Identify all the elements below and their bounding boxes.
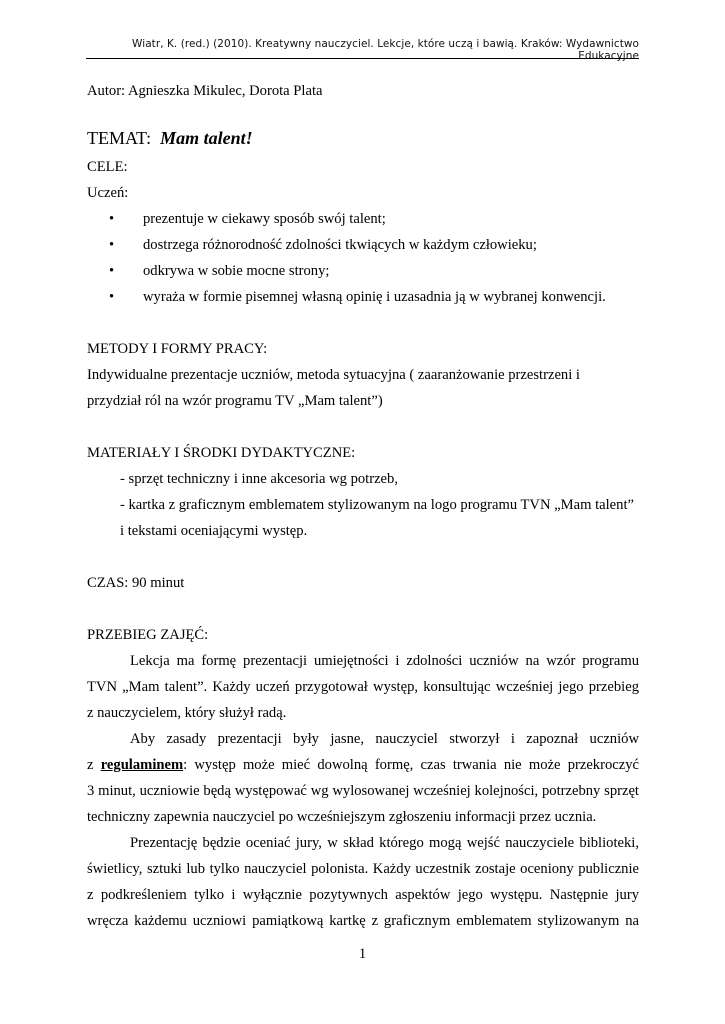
- paragraph-line: 3 minut, uczniowie będą występować wg wylosowanej wcześniej kolejności, potrzebny sprzęt: [87, 783, 639, 799]
- bullet-icon: •: [109, 289, 115, 305]
- paragraph-line: z podkreśleniem tylko i wyłącznie pozytywnych aspektów jego występu. Następnie jury: [87, 887, 639, 903]
- document-body: [87, 78, 639, 934]
- paragraph-line: z nauczycielem, który służył radą.: [87, 705, 287, 721]
- topic-label: TEMAT:: [87, 128, 152, 148]
- goal-item: • prezentuje w ciekawy sposób swój talent;: [105, 206, 639, 232]
- materials-item: - sprzęt techniczny i inne akcesoria wg potrzeb,: [120, 471, 398, 487]
- goal-item: • dostrzega różnorodność zdolności tkwiących w każdym człowieku;: [105, 232, 639, 258]
- goals-heading: CELE:: [87, 159, 128, 175]
- time-line: CZAS: 90 minut: [87, 575, 185, 591]
- paragraph-line: Prezentację będzie oceniać jury, w skład którego mogą wejść nauczyciele biblioteki,: [130, 835, 639, 851]
- methods-text-line: Indywidualne prezentacje uczniów, metoda sytuacyjna ( zaaranżowanie przestrzeni i: [87, 367, 580, 383]
- goals-list: [87, 206, 639, 310]
- methods-text-line: przydział ról na wzór programu TV „Mam talent”): [87, 393, 383, 409]
- bullet-icon: •: [109, 211, 115, 227]
- methods-heading: METODY I FORMY PRACY:: [87, 341, 268, 357]
- course-paragraph-2: [87, 726, 639, 830]
- paragraph-line: Lekcja ma formę prezentacji umiejętności i zdolności uczniów na wzór programu: [130, 653, 639, 669]
- course-paragraph-1: [87, 648, 639, 726]
- bullet-icon: •: [109, 237, 115, 253]
- goal-item: • odkrywa w sobie mocne strony;: [105, 258, 639, 284]
- rules-keyword: regulaminem: [100, 757, 184, 773]
- paragraph-line: techniczny zapewnia nauczyciel po wcześniejszym zgłoszeniu informacji przez ucznia.: [87, 809, 597, 825]
- page-number: 1: [358, 946, 367, 962]
- materials-heading: MATERIAŁY I ŚRODKI DYDAKTYCZNE:: [87, 445, 356, 461]
- running-header-citation: Wiatr, K. (red.) (2010). Kreatywny nauczyciel. Lekcje, które uczą i bawią. Kraków: Wydawnictwo Edukacyjne: [132, 38, 639, 62]
- course-paragraph-3: [87, 830, 639, 934]
- goals-subject: Uczeń:: [87, 185, 129, 201]
- topic-line: [87, 124, 639, 152]
- header-rule: [86, 58, 639, 59]
- paragraph-line: z regulaminem: występ może mieć dowolną formę, czas trwania nie może przekroczyć: [87, 757, 639, 773]
- materials-item-continuation: i tekstami oceniającymi występ.: [120, 523, 308, 539]
- goal-item: • wyraża w formie pisemnej własną opinię i uzasadnia ją w wybranej konwencji.: [105, 284, 639, 310]
- paragraph-line: Aby zasady prezentacji były jasne, nauczyciel stworzył i zapoznał uczniów: [130, 731, 639, 747]
- course-heading: PRZEBIEG ZAJĘĆ:: [87, 627, 209, 643]
- paragraph-line: świetlicy, sztuki lub tylko nauczyciel polonista. Każdy uczestnik zostaje oceniony publicznie: [87, 861, 639, 877]
- bullet-icon: •: [109, 263, 115, 279]
- paragraph-line: TVN „Mam talent”. Każdy uczeń przygotował występ, konsultując wcześniej jego przebieg: [87, 679, 639, 695]
- materials-item: - kartka z graficznym emblematem stylizowanym na logo programu TVN „Mam talent”: [120, 497, 634, 513]
- paragraph-line: wręcza każdemu uczniowi pamiątkową kartkę z graficznym emblematem stylizowanym na: [87, 913, 639, 929]
- topic-title: Mam talent!: [160, 128, 253, 148]
- author-line: Autor: Agnieszka Mikulec, Dorota Plata: [87, 83, 323, 99]
